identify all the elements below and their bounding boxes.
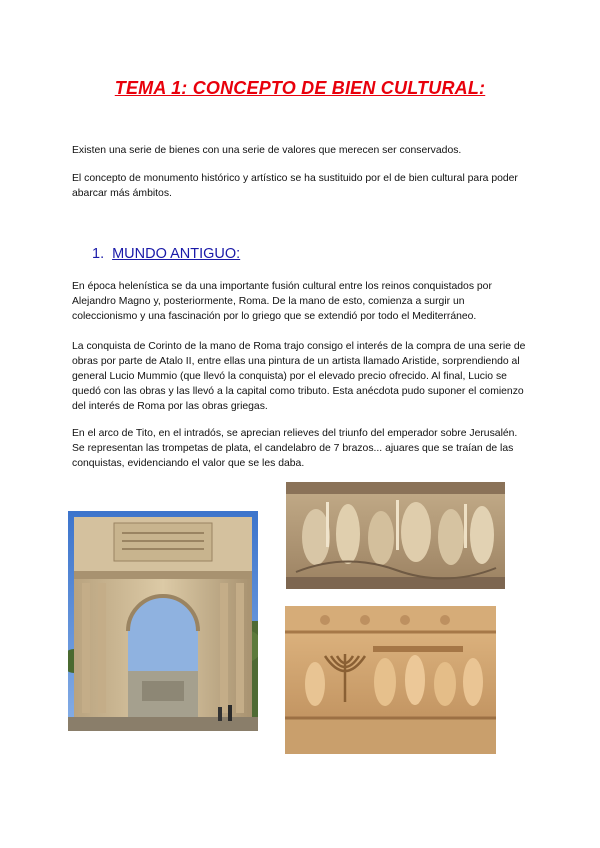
relief-triumph-procession-photo bbox=[286, 482, 505, 589]
section-title: MUNDO ANTIGUO: bbox=[112, 246, 241, 262]
section-heading bbox=[92, 246, 240, 262]
section-number: 1. bbox=[92, 246, 105, 262]
body-paragraph-1: En época helenística se da una importante fusión cultural entre los reinos conquistados por Alejandro Magno y, posteriormente, Roma. De la mano de esto, comienza a surgir un coleccionismo y una fascinación por lo griego que se extendió por todo el Mediterráneo. bbox=[72, 281, 492, 322]
arch-of-titus-photo bbox=[68, 511, 258, 731]
body-paragraph-3: En el arco de Tito, en el intradós, se aprecian relieves del triunfo del emperador sobre Jerusalén. Se representan las trompetas de plata, el candelabro de 7 brazos... ajuares que se traían de las conquistas, evidenciando el valor que se les daba. bbox=[72, 428, 518, 469]
page-title: TEMA 1: CONCEPTO DE BIEN CULTURAL: bbox=[114, 78, 486, 98]
body-paragraph-2: La conquista de Corinto de la mano de Roma trajo consigo el interés de la compra de una serie de obras por parte de Atalo II, entre ellas una pintura de un artista llamado Aristide, sorprendiendo al general Lucio Mummio (que llevó la conquista) por el elevado precio ofrecido. Al final, Lucio se quedó con las obras y las llevó a la capital como tributo. Esta anécdota pudo suponer el comienzo del interés de Roma por las obras griegas. bbox=[72, 341, 526, 412]
intro-paragraph-1: Existen una serie de bienes con una serie de valores que merecen ser conservados. bbox=[72, 145, 462, 156]
relief-menorah-spoils-photo bbox=[285, 606, 496, 754]
intro-paragraph-2: El concepto de monumento histórico y artístico se ha sustituido por el de bien cultural para poder abarcar más ámbitos. bbox=[72, 173, 518, 199]
